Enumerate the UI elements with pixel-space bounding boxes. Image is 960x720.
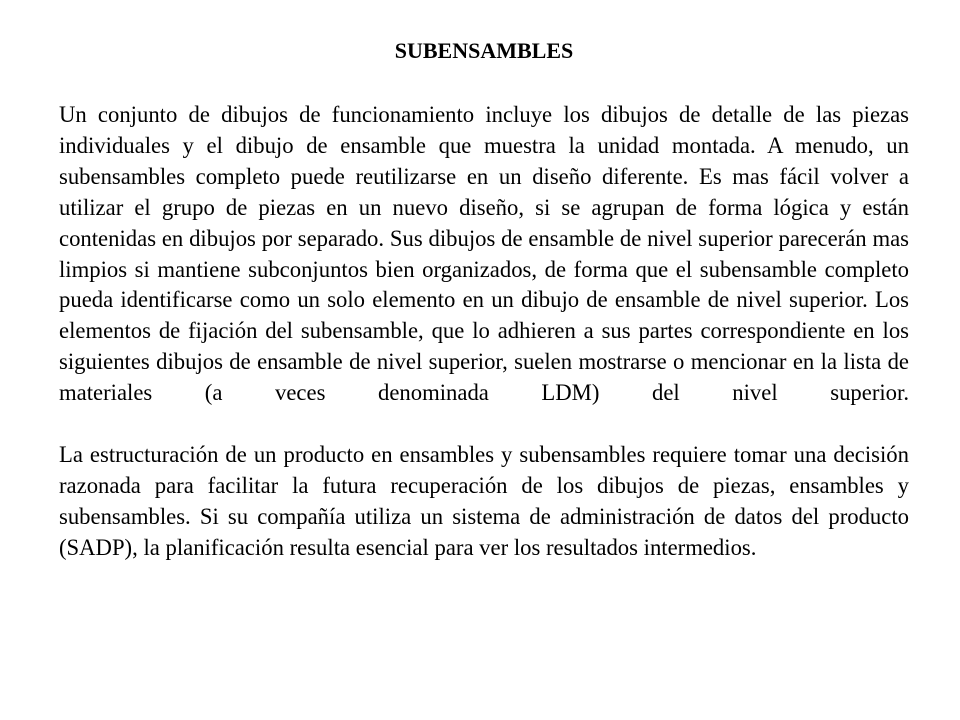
paragraph-product-structuring: La estructuración de un producto en ensambles y subensambles requiere tomar una decisión razonada para facilitar la futura recuperación de los dibujos de piezas, ensambles y subensambles. Si su compañía utiliza un sistema de administración de datos del producto (SADP), la planificación resulta esencial para ver los resultados intermedios. bbox=[59, 441, 909, 560]
document-title: SUBENSAMBLES bbox=[394, 38, 574, 63]
paragraph-subassemblies-intro: Un conjunto de dibujos de funcionamiento incluye los dibujos de detalle de las piezas individuales y el dibujo de ensamble que muestra la unidad montada. A menudo, un subensambles completo puede reutilizarse en un diseño diferente. Es mas fácil volver a utilizar el grupo de piezas en un nuevo diseño, si se agrupan de forma lógica y están contenidas en dibujos por separado. Sus dibujos de ensamble de nivel superior parecerán mas limpios si mantiene subconjuntos bien organizados, de forma que el subensamble completo pueda identificarse como un solo elemento en un dibujo de ensamble de nivel superior. Los elementos de fijación del subensamble, que lo adhieren a sus partes correspondiente en los siguientes dibujos de ensamble de nivel superior, suelen mostrarse o mencionar en la lista de materiales (a veces denominada LDM) del nivel superior. bbox=[59, 102, 909, 406]
document-page bbox=[59, 0, 909, 564]
